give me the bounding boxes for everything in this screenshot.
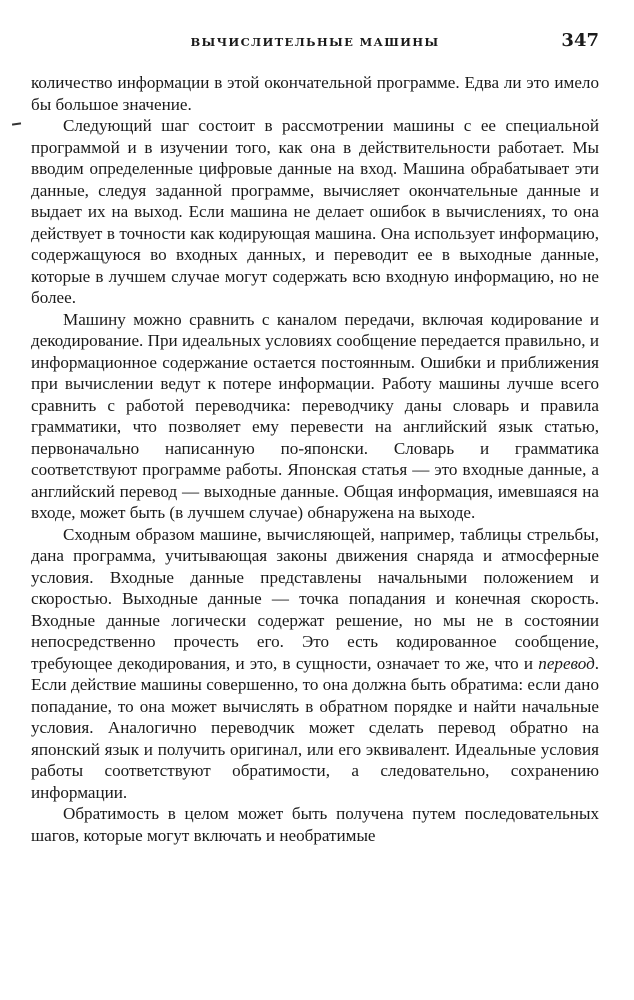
paragraph-2: Следующий шаг состоит в рассмотрении машины с ее специальной программой и в изучении того, как она в действительности работает. Мы вводим определенные цифровые данные на вход. Машина обрабатывает эти данные, следуя заданной программе, вычисляет окончательные данные и выдает их на выход. Если машина не делает ошибок в вычислениях, то она действует в точности как кодирующая машина. Она использует информацию, содержащуюся во входных данных, и переводит ее в выходные данные, которые в лучшем случае могут содержать всю входную информацию, но не более. <box>31 116 599 307</box>
body-text <box>31 72 599 846</box>
paragraph-3: Машину можно сравнить с каналом передачи, включая кодирование и декодирование. При идеальных условиях сообщение передается правильно, и информационное содержание остается постоянным. Ошибки и приближения при вычислении ведут к потере информации. Работу машины лучше всего сравнить с работой переводчика: переводчику даны словарь и правила грамматики, что позволяет ему перевести на английский язык статью, первоначально написанную по-японски. Словарь и грамматика соответствуют программе работы. Японская статья — это входные данные, а английский перевод — выходные данные. Общая информация, имевшаяся на входе, может быть (в лучшем случае) обнаружена на выходе. <box>31 309 599 522</box>
paragraph-5: Обратимость в целом может быть получена путем последовательных шагов, которые могут включать и необратимые <box>31 804 599 845</box>
book-page <box>31 28 599 846</box>
page-number: 347 <box>561 30 599 51</box>
page-header <box>31 28 599 58</box>
paragraph-4-part-2: . Если действие машины совершенно, то она должна быть обратима: если дано попадание, то она может вычислять в обратном порядке и найти начальные условия. Аналогично переводчик может сделать перевод обратно на японский язык и получить оригинал, или его эквивалент. Идеальные условия работы соответствуют обратимости, а следовательно, сохранению информации. <box>31 653 599 802</box>
margin-mark <box>12 122 21 125</box>
running-title: ВЫЧИСЛИТЕЛЬНЫЕ МАШИНЫ <box>190 35 440 49</box>
paragraph-4-part-1: Сходным образом машине, вычисляющей, например, таблицы стрельбы, дана программа, учитывающая законы движения снаряда и атмосферные условия. Входные данные представлены начальными положением и скоростью. Выходные данные — точка попадания и конечная скорость. Входные данные логически содержат решение, но мы не в состоянии непосредственно прочесть его. Это есть кодированное сообщение, требующее декодирования, и это, в сущности, означает то же, что и <box>31 524 599 673</box>
paragraph-4 <box>31 524 599 804</box>
paragraph-1: количество информации в этой окончательной программе. Едва ли это имело бы большое значение. <box>31 73 599 114</box>
emphasis-perevod: перевод <box>538 653 595 673</box>
